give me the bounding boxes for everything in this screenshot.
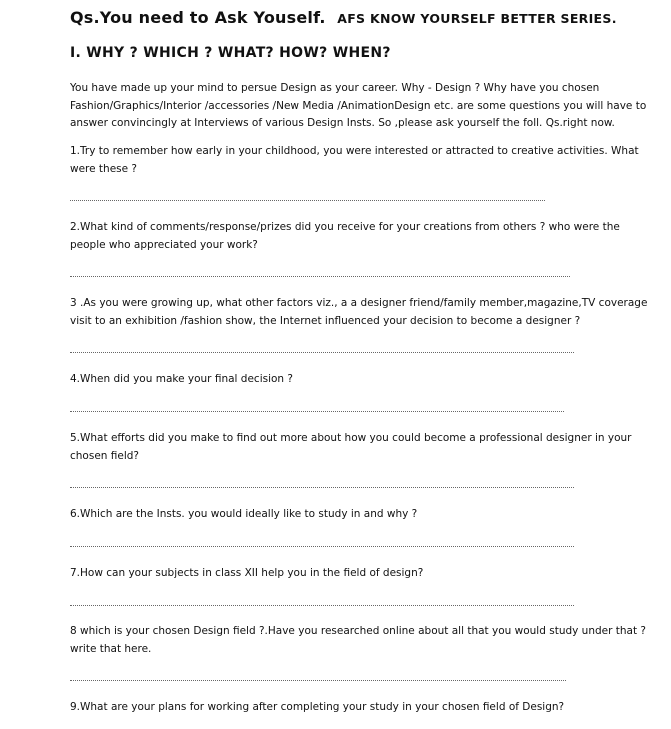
question-line: 1.Try to remember how early in your childhood, you were interested or attracted to creative activities. What bbox=[70, 145, 639, 157]
answer-line[interactable] bbox=[70, 411, 564, 412]
question-3 bbox=[70, 295, 648, 330]
question-line: people who appreciated your work? bbox=[70, 238, 258, 251]
question-line: 3 .As you were growing up, what other factors viz., a a designer friend/family member,magazine,TV coverage bbox=[70, 297, 648, 309]
question-5 bbox=[70, 430, 636, 465]
question-1 bbox=[70, 143, 639, 178]
question-4 bbox=[70, 371, 636, 389]
question-line: 8 which is your chosen Design field ?.Have you researched online about all that you would study under that ? bbox=[70, 625, 647, 637]
question-line: 2.What kind of comments/response/prizes did you receive for your creations from others ? who were the bbox=[70, 221, 620, 233]
answer-line[interactable] bbox=[70, 605, 574, 606]
answer-line[interactable] bbox=[70, 487, 574, 488]
intro-line: You have made up your mind to persue Design as your career. Why - Design ? Why have you chosen bbox=[70, 82, 600, 94]
section-heading: I. WHY ? WHICH ? WHAT? HOW? WHEN? bbox=[70, 45, 391, 61]
answer-line[interactable] bbox=[70, 546, 574, 547]
question-6 bbox=[70, 506, 636, 524]
question-line: were these ? bbox=[70, 162, 138, 175]
question-line: write that here. bbox=[70, 642, 152, 655]
title-main: Qs.You need to Ask Youself. bbox=[70, 8, 326, 27]
question-8 bbox=[70, 623, 647, 658]
question-line: visit to an exhibition /fashion show, the Internet influenced your decision to become a designer ? bbox=[70, 314, 581, 327]
question-2 bbox=[70, 219, 636, 254]
answer-line[interactable] bbox=[70, 352, 574, 353]
answer-line[interactable] bbox=[70, 276, 570, 277]
answer-line[interactable] bbox=[70, 680, 566, 681]
question-line: 6.Which are the Insts. you would ideally like to study in and why ? bbox=[70, 508, 418, 520]
intro-paragraph bbox=[70, 80, 647, 133]
question-line: 7.How can your subjects in class XII help you in the field of design? bbox=[70, 567, 424, 579]
question-line: 9.What are your plans for working after completing your study in your chosen field of Design? bbox=[70, 701, 565, 713]
document-title bbox=[70, 8, 617, 27]
intro-line: answer convincingly at Interviews of various Design Insts. So ,please ask yourself the foll. Qs.right now. bbox=[70, 117, 615, 129]
question-9 bbox=[70, 699, 636, 717]
question-line: 5.What efforts did you make to find out more about how you could become a professional designer in your bbox=[70, 432, 632, 444]
title-series: AFS KNOW YOURSELF BETTER SERIES. bbox=[337, 11, 617, 26]
intro-line: Fashion/Graphics/Interior /accessories /New Media /AnimationDesign etc. are some questions you will have to bbox=[70, 99, 647, 112]
question-line: chosen field? bbox=[70, 449, 140, 462]
question-7 bbox=[70, 565, 636, 583]
answer-line[interactable] bbox=[70, 200, 545, 201]
question-line: 4.When did you make your final decision ? bbox=[70, 373, 293, 385]
